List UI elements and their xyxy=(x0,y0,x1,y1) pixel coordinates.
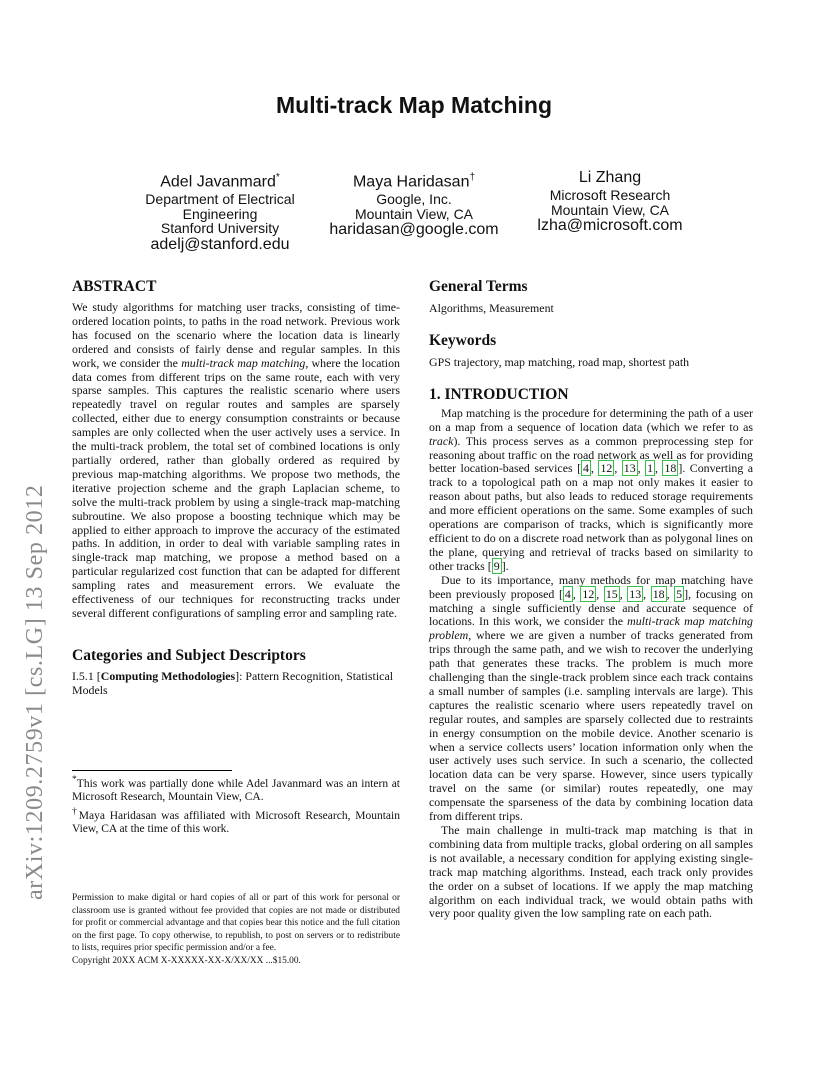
intro-text: , where we are given a number of tracks generated from trips through the same path, and we wish to recover the underlying path that generates these tracks. The problem is much more challenging than the single-track problem since each track contains a small number of samples (i.e. sampling intervals are large). This captures the realistic scenario where users repeatedly travel on regular routes, and samples are sparsely collected due to restraints in energy consumption on the mobile device. Another scenario is when a service collects users’ location information only when the user actively uses such service. In such a scenario, the collected location data can be very sparse. However, since users typically travel on the same (or similar) routes repeatedly, one may compensate the sparseness of the data by combining location data from different trips. xyxy=(429,628,753,824)
citation-link[interactable]: 15 xyxy=(605,586,618,601)
keywords-heading: Keywords xyxy=(429,331,497,349)
intro-text: , focusing on matching a single sufficiently dense and accurate sequence of locations. In this work, we consider the xyxy=(429,586,754,629)
citation-link[interactable]: 12 xyxy=(582,586,595,601)
author-name: Maya Haridasan xyxy=(352,173,470,191)
footnote-text: This work was partially done while Adel Javanmard was an intern at Microsoft Research, Mountain View, CA. xyxy=(72,777,400,804)
author-email: adelj@stanford.edu xyxy=(150,235,290,253)
author-affiliation: Mountain View, CA xyxy=(354,205,474,222)
intro-text: . Converting a track to a topological path on a map not only makes it easier to reason about paths, but also leads to reduced storage requirements and more efficient operations on the same. Some examples of such operations are comparison of tracks, which is significantly more efficient to do on a discrete road network than as polygonal lines on the plane, querying and retrieval of tracks based on similarity to other tracks xyxy=(429,461,754,573)
citation-link[interactable]: 18 xyxy=(652,586,665,601)
author-name: Li Zhang xyxy=(578,169,642,186)
category-code: I.5.1 [ xyxy=(72,668,101,683)
general-terms-heading: General Terms xyxy=(429,278,528,295)
intro-text: . xyxy=(505,558,509,573)
author-affiliation: Stanford University xyxy=(160,220,280,237)
author-mark: † xyxy=(469,172,476,183)
footnote-mark: * xyxy=(72,774,77,785)
footnote-mark: † xyxy=(72,805,79,817)
footnote xyxy=(72,805,400,837)
citation-link[interactable]: 12 xyxy=(600,461,613,476)
author-affiliation: Microsoft Research xyxy=(549,187,671,203)
category-rest: ]: Pattern Recognition, Statistical Models xyxy=(72,668,394,697)
category-bold: Computing Methodologies xyxy=(100,668,236,683)
arxiv-stamp: arXiv:1209.2759v1 [cs.LG] 13 Sep 2012 xyxy=(22,484,48,900)
abstract-text xyxy=(72,301,400,621)
citation-link[interactable]: 4 xyxy=(583,461,589,476)
author-mark: * xyxy=(275,172,280,183)
abstract-emphasis: multi-track map matching xyxy=(181,355,306,370)
author-block-3 xyxy=(510,168,710,235)
citation-link[interactable]: 4 xyxy=(564,586,571,601)
permission-notice xyxy=(72,892,400,968)
categories-heading: Categories and Subject Descriptors xyxy=(72,646,306,664)
author-affiliation: Mountain View, CA xyxy=(550,201,670,218)
paper-title: Multi-track Map Matching xyxy=(275,92,552,118)
author-block-2 xyxy=(314,168,514,239)
footnote-text: Maya Haridasan was affiliated with Microsoft Research, Mountain View, CA at the time of this work. xyxy=(72,809,400,836)
citation-link[interactable]: 13 xyxy=(629,586,642,601)
footnotes xyxy=(72,770,400,837)
abstract-heading: ABSTRACT xyxy=(72,278,157,295)
author-affiliation: Google, Inc. xyxy=(376,191,452,208)
general-terms-text: Algorithms, Measurement xyxy=(429,301,554,315)
citation-link[interactable]: 18 xyxy=(664,461,677,476)
intro-paragraph-2: Due to its importance, many methods for map matching have been previously proposed [ 4 , 12 , 15 , 13 , 18 , 5 ], focusing on matching a single sufficiently dense and accurate sequence of locations. In this work, we consider the multi-track map matching problem, where we are given a number of tracks generated from trips through the same path, and we wish to recover the underlying path that generates these tracks. The problem is much more challenging than the single-track problem since each track contains a small number of samples (i.e. sampling intervals are large). This captures the realistic scenario where users repeatedly travel on regular routes, and samples are sparsely collected due to restraints in energy consumption on the mobile device. Another scenario is when a service collects users’ location information only when the user actively uses such service. In such a scenario, the collected location data can be very sparse. However, since users typically travel on the same (or similar) routes repeatedly, one may compensate the sparseness of the data by combining location data from different trips. xyxy=(429,572,754,824)
introduction-heading: 1. INTRODUCTION xyxy=(429,385,569,403)
author-email: lzha@microsoft.com xyxy=(537,217,683,234)
abstract-text-part: , where the location data comes from different trips on the same route, each with very sparse samples. This captures the realistic scenario where users repeatedly travel on regular routes and samples are sparsely collected, either due to energy consumption constraints or because samples are only collected when the user actively uses a service. In the multi-track problem, the total set of combined locations is only partially ordered, rather than globally ordered as required by previous map-matching algorithms. We propose two methods, the iterative projection scheme and the graph Laplacian scheme, to solve the multi-track problem by using a single-track map-matching subroutine. We also propose a boosting technique which may be applied to either approach to improve the accuracy of the estimated paths. In addition, in order to deal with variable sampling rates in single-track map matching, we propose a method based on a particular regularized cost function that can be adapted for different sampling rates and measurement errors. We evaluate the effectiveness of our techniques for reconstructing tracks under several different configurations of sampling error and sampling rate. xyxy=(72,355,400,620)
right-column xyxy=(429,278,753,921)
abstract-text-part: We study algorithms for matching user tracks, consisting of time-ordered location points, to paths in the road network. Previous work has focused on the scenario where the location data is linearly ordered and consists of fairly dense and regular samples. In this work, we consider the xyxy=(72,300,400,370)
author-affiliation: Department of Electrical xyxy=(145,191,295,208)
footnote xyxy=(72,773,400,805)
footnote-rule xyxy=(72,770,232,771)
author-email: haridasan@google.com xyxy=(329,221,499,239)
intro-emphasis: track xyxy=(429,433,454,448)
copyright-line: Copyright 20XX ACM X-XXXXX-XX-X/XX/XX ...$15.00. xyxy=(72,955,301,966)
intro-emphasis: multi-track map matching problem xyxy=(429,614,753,643)
author-block-1 xyxy=(120,168,320,254)
citation-link[interactable]: 5 xyxy=(676,586,683,601)
intro-paragraph-1: Map matching is the procedure for determining the path of a user on a map from a sequence of location data (which we refer to as track). This process serves as a common preprocessing step for reasoning about traffic on the road network as well as for providing better location-based services [ 4 , 12 , 13 , 1 , 18 ]. Converting a track to a topological path on a map not only makes it easier to reason about paths, but also leads to reduced storage requirements and more efficient operations on the same. Some examples of such operations are comparison of tracks, which is significantly more efficient to do on a discrete road network than as polygonal lines on the plane, querying and retrieval of tracks based on similarity to other tracks [ 9 ]. xyxy=(429,405,754,573)
keywords-text: GPS trajectory, map matching, road map, shortest path xyxy=(429,354,690,369)
author-name: Adel Javanmard xyxy=(160,173,276,191)
intro-text: Map matching is the procedure for determining the path of a user on a map from a sequence of location data (which we refer to as xyxy=(429,405,753,434)
citation-link[interactable]: 13 xyxy=(623,461,636,476)
left-column xyxy=(72,278,400,698)
intro-paragraph-3: The main challenge in multi-track map matching is that in combining data from multiple tracks, global ordering on all samples is not available, a necessary condition for applying existing single-track map matching algorithms. Instead, each track only provides the order on a subset of locations. If we apply the map matching algorithm on each individual track, we would obtain paths with very poor quality given the low sampling rate on each path. xyxy=(429,823,753,921)
citation-link[interactable]: 1 xyxy=(647,461,654,476)
author-affiliation: Engineering xyxy=(182,205,258,222)
intro-text: Due to its importance, many methods for map matching have been previously proposed xyxy=(429,572,753,601)
permission-text: Permission to make digital or hard copies of all or part of this work for personal or classroom use is granted without fee provided that copies are not made or distributed for profit or commercial advantage and that copies bear this notice and the full citation on the first page. To copy otherwise, to republish, to post on servers or to redistribute to lists, requires prior specific permission and/or a fee. xyxy=(72,893,400,954)
intro-text: ). This process serves as a common preprocessing step for reasoning about traffic on the road network as well as for providing better location-based services xyxy=(429,433,753,476)
citation-link[interactable]: 9 xyxy=(493,558,500,573)
categories-text xyxy=(72,670,400,698)
